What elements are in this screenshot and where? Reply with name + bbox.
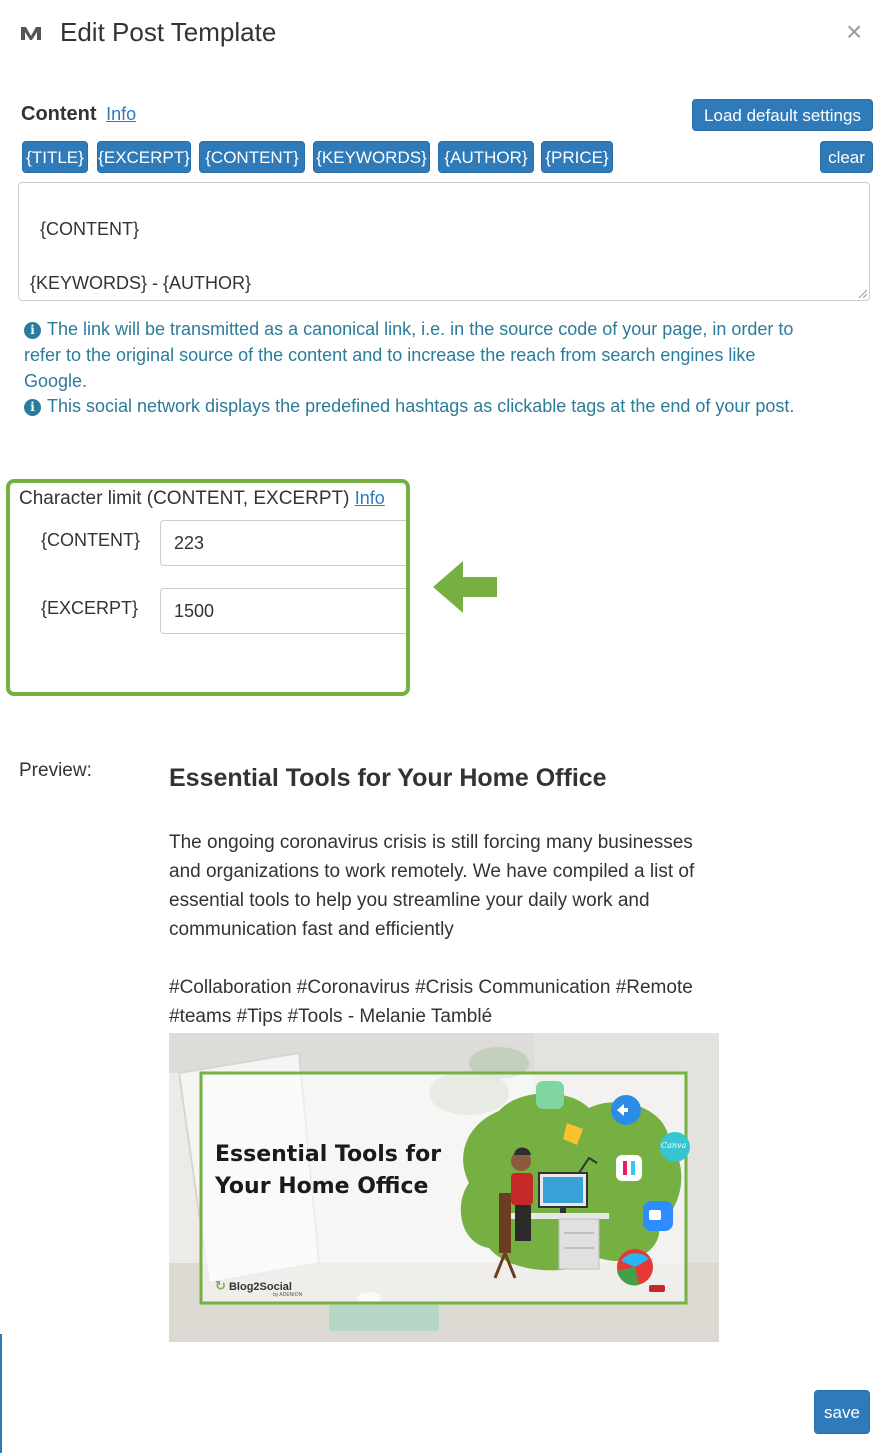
canonical-hint-line1: The link will be transmitted as a canonical link, i.e. in the source code of your page, in order to	[47, 319, 794, 339]
content-info-link[interactable]: Info	[106, 104, 137, 124]
preview-image-title-line2: Your Home Office	[215, 1174, 429, 1199]
canonical-hint-line2: refer to the original source of the content and to increase the reach from search engines like	[24, 345, 756, 365]
preview-image	[169, 1033, 719, 1342]
left-edge-bar	[0, 1334, 2, 1453]
placeholder-price-button[interactable]: {PRICE}	[541, 141, 613, 173]
placeholder-excerpt-button[interactable]: {EXCERPT}	[97, 141, 191, 173]
preview-label: Preview:	[19, 760, 92, 781]
placeholder-content-button[interactable]: {CONTENT}	[199, 141, 305, 173]
placeholder-author-button[interactable]: {AUTHOR}	[438, 141, 534, 173]
save-button[interactable]: save	[814, 1390, 870, 1434]
content-label	[21, 103, 136, 126]
hashtag-hint	[24, 393, 794, 419]
placeholder-title-button[interactable]: {TITLE}	[22, 141, 88, 173]
arrow-left-icon	[433, 561, 497, 613]
preview-text: The ongoing coronavirus crisis is still forcing many businesses and organizations to work remotely. We have compiled a list of essential tools to help you streamline your daily work and communication fast and efficiently	[169, 832, 695, 940]
preview-tags: #Collaboration #Coronavirus #Crisis Communication #Remote #teams #Tips #Tools - Melanie Tamblé	[169, 977, 693, 1027]
content-textarea[interactable]	[18, 182, 870, 301]
canonical-hint-line3: Google.	[24, 371, 88, 391]
modal-title: Edit Post Template	[60, 17, 277, 47]
load-default-settings-button[interactable]: Load default settings	[692, 99, 873, 131]
content-limit-label: {CONTENT}	[41, 530, 141, 550]
content-textarea-value: {CONTENT} {KEYWORDS} - {AUTHOR}	[30, 219, 252, 293]
character-limit-title-text: Character limit (CONTENT, EXCERPT)	[19, 488, 350, 509]
character-limit-info-link[interactable]: Info	[354, 488, 385, 508]
blog2social-logo-icon: ↻	[215, 1278, 226, 1293]
blog2social-logo-text: Blog2Social	[228, 1281, 292, 1293]
content-label-text: Content	[21, 103, 97, 125]
close-icon[interactable]: ×	[846, 16, 863, 47]
excerpt-limit-label: {EXCERPT}	[41, 598, 139, 618]
character-limit-title	[19, 488, 385, 510]
resize-grip-icon[interactable]	[857, 288, 867, 298]
content-limit-input[interactable]: 223	[160, 520, 406, 566]
blog2social-logo-sub: by ADENION	[273, 1292, 303, 1298]
clear-button[interactable]: clear	[820, 141, 873, 173]
canva-icon: Canva	[661, 1141, 687, 1150]
blog2social-logo	[215, 1278, 302, 1298]
medium-icon	[20, 24, 42, 42]
preview-title: Essential Tools for Your Home Office	[169, 764, 607, 792]
canonical-hint	[24, 316, 793, 394]
hashtag-hint-text: This social network displays the predefined hashtags as clickable tags at the end of your post.	[47, 396, 795, 416]
placeholder-keywords-button[interactable]: {KEYWORDS}	[313, 141, 430, 173]
info-circle-icon: i	[24, 399, 41, 416]
info-circle-icon: i	[24, 322, 41, 339]
preview-image-title-line1: Essential Tools for	[215, 1142, 442, 1167]
preview-image-title	[215, 1139, 441, 1203]
modal-header	[0, 0, 892, 70]
excerpt-limit-input[interactable]: 1500	[160, 588, 406, 634]
